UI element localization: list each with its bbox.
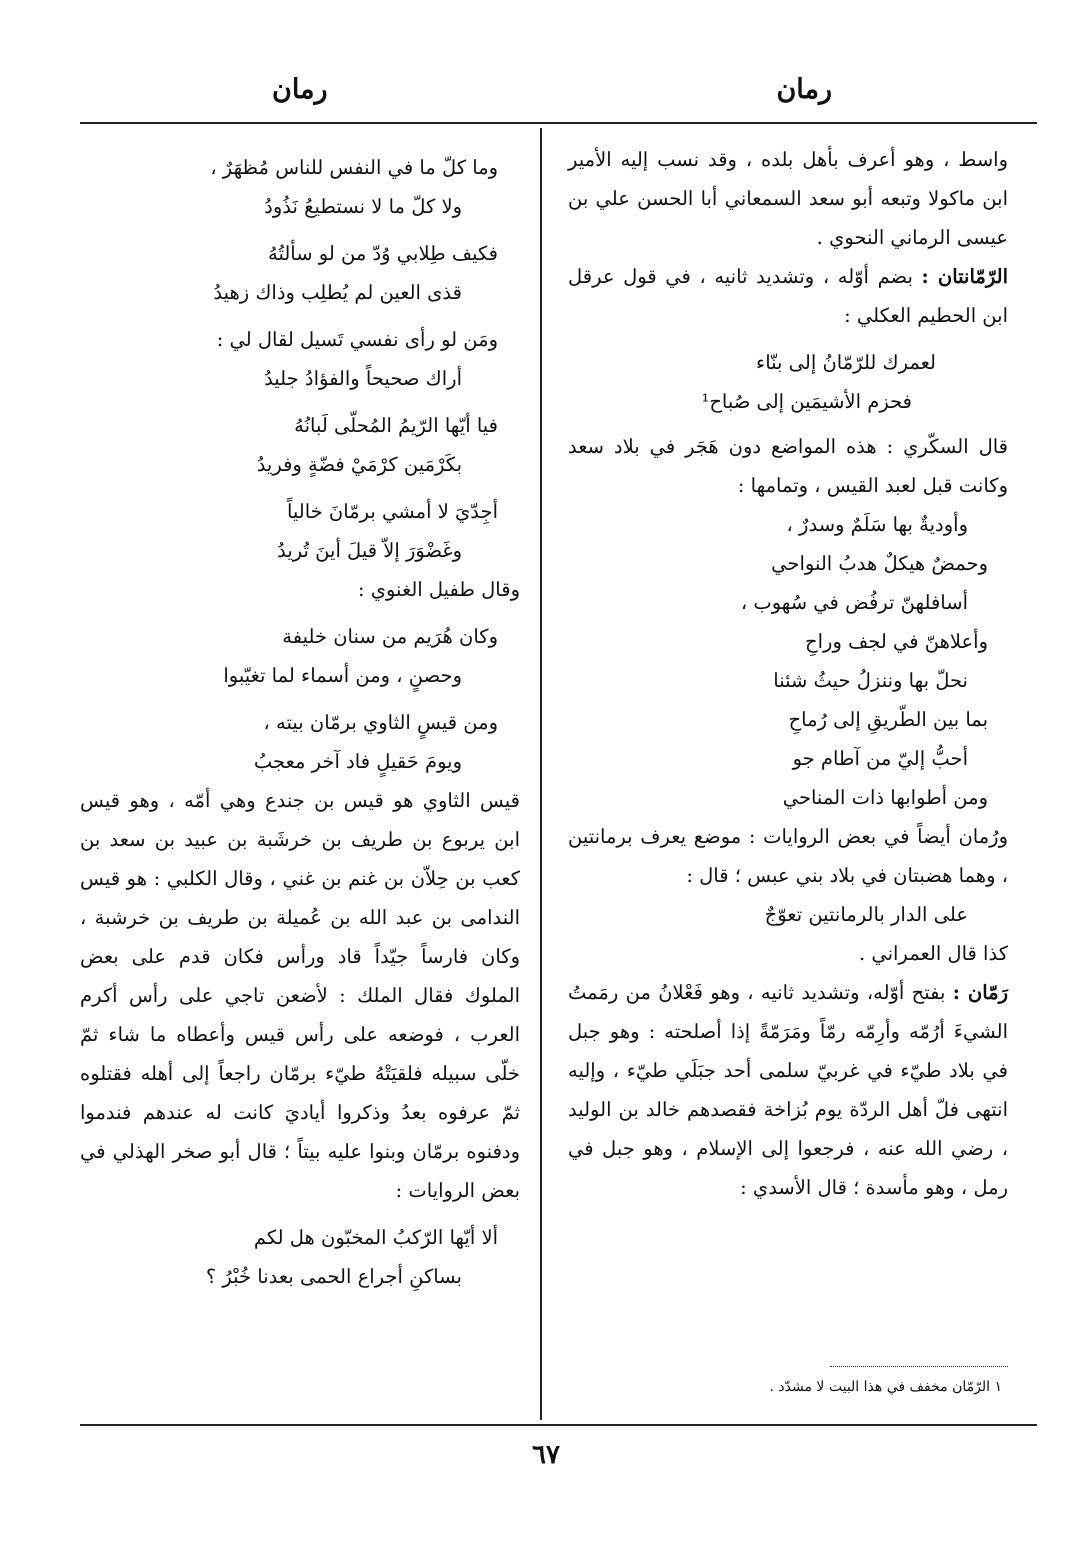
verse-line: على الدار بالرمانتين تعوّجٌ [764, 903, 968, 926]
running-header-right: رمان [776, 74, 832, 105]
verse-line: نحلّ بها وننزلُ حيثُ شئنا [773, 669, 968, 692]
verse-line: فحزم الأشيمَين إلى صُباح¹ [701, 390, 912, 413]
verse-line: بساكنِ أجراع الحمى بعدنا خُبْرُ ؟ [205, 1265, 462, 1288]
dictionary-entry [568, 973, 1008, 1207]
verse-line: أسافلهنّ ترفُض في سُهوب ، [740, 591, 968, 614]
verse-couplet [80, 703, 520, 781]
left-column [80, 140, 520, 1296]
verse-line: بكَرْمَين كرْمَيْ فضّةٍ وفريدُ [256, 453, 462, 476]
page-number: ٦٧ [532, 1440, 560, 1470]
paragraph: قيس الثاوي هو قيس بن جندع وهي أمّه ، وهو قيس ابن يربوع بن طريف بن خرشَبة بن عبيد بن سعد بن كعب بن حِلاّن بن غنم بن غني ، وقال الكلبي : هو قيس الندامى بن عبد الله بن عُميلة بن طريف بن خرشبة ، وكان فارساً جيّداً قاد ورأس فكان قدم على بعض الملوك فقال الملك : لأضعن تاجي على رأس أكرم العرب ، فوضعه على رأس قيس وأعطاه ما شاء ثمّ خلّى سبيله فلقيَتْهُ طيّء برمّان راجعاً إلى أهله فقتلوه ثمّ عرفوه بعدُ وذكروا أياديَ كانت له عندهم فندموا ودفنوه برمّان وبنوا عليه بيتاً ؛ قال أبو صخر الهذلي في بعض الروايات : [80, 789, 520, 1202]
verse-line: بما بين الطّريقِ إلى رُماحِ [788, 708, 988, 731]
verse-couplet [80, 320, 520, 398]
footnote-separator [830, 1366, 1008, 1367]
right-column [568, 140, 1008, 1207]
verse-block [568, 505, 1008, 817]
verse-couplet [80, 234, 520, 312]
verse-line: وما كلّ ما في النفس للناس مُظهَرٌ ، [210, 156, 498, 179]
paragraph: واسط ، وهو أعرف بأهل بلده ، وقد نسب إليه الأمير ابن ماكولا وتبعه أبو سعد السمعاني أبا الحسن علي بن عيسى الرماني النحوي . [568, 148, 1008, 249]
bottom-rule [80, 1424, 1037, 1426]
verse-couplet [80, 1218, 520, 1296]
running-header-left: رمان [272, 74, 328, 105]
entry-text: بضم أوّله ، وتشديد ثانيه ، في قول عرقل ابن الحطيم العكلي : [568, 265, 1008, 327]
verse-line: لعمرك للرّمّانُ إلى بنّاء [756, 351, 936, 374]
verse-line: وحمضٌ هيكلٌ هدبُ النواحي [771, 552, 988, 575]
verse-couplet [80, 148, 520, 226]
verse-couplet [80, 492, 520, 570]
entry-text: بفتح أوّله، وتشديد ثانيه ، وهو فَعْلانُ من رمَمتُ الشيءَ أرُمّه وأرِمّه رمّاً ومَرَمّةً إذا أصلحته : وهو جبل في بلاد طيّء في غربيّ سلمى أحد جبَلَي طيّء ، وإليه انتهى فلّ أهل الردّة يوم بُزاخة فقصدهم خالد بن الوليد ، رضي الله عنه ، فرجعوا إلى الإسلام ، وهو جبل في رمل ، وهو مأسدة ؛ قال الأسدي : [568, 981, 1008, 1199]
verse-couplet [568, 343, 1008, 421]
dictionary-entry [568, 257, 1008, 335]
verse-line: فكيف طِلابي وُدّ من لو سألتُهُ [268, 242, 498, 265]
verse-line: ويومَ حَقيلٍ فاد آخر معجبُ [253, 750, 462, 773]
paragraph: قال السكّري : هذه المواضع دون هَجَر في بلاد سعد وكانت قبل لعبد القيس ، وتمامها : [568, 435, 1008, 497]
verse-line: ولا كلّ ما لا نستطيعُ نَذُودُ [264, 195, 462, 218]
verse-line: وغَضْوَرَ إلاّ قيلَ أينَ تُريدُ [277, 539, 462, 562]
entry-headword: الرّمّانتان : [921, 265, 1008, 288]
verse-line: ومَن لو رأى نفسي تَسيل لقال لي : [216, 328, 498, 351]
verse-line: وأعلاهنّ في لجف وراحِ [805, 630, 988, 653]
verse-line: ألا أيّها الرّكبُ المخبّون هل لكم [253, 1226, 498, 1249]
verse-line: وكان هُرَيم من سنان خليفة [282, 625, 498, 648]
verse-line: قذى العين لم يُطلِب وذاك زهيدُ [213, 281, 462, 304]
column-divider [540, 128, 542, 1420]
paragraph: كذا قال العمراني . [858, 942, 1008, 965]
verse-single [568, 895, 1008, 934]
paragraph: ورُمان أيضاً في بعض الروايات : موضع يعرف برمانتين ، وهما هضبتان في بلاد بني عبس ؛ قال : [568, 825, 1008, 887]
paragraph: وقال طفيل الغنوي : [357, 578, 520, 601]
verse-line: وحصنٍ ، ومن أسماء لما تغيّبوا [223, 664, 462, 687]
verse-line: أراك صحيحاً والفؤادُ جليدُ [264, 367, 462, 390]
footnote: ١ الرّمّان مخفف في هذا البيت لا مشدّد . [769, 1379, 1002, 1395]
verse-couplet [80, 406, 520, 484]
verse-line: أجِدّيَ لا أمشي برمّانَ خالياً [286, 500, 498, 523]
verse-line: ومن أطوابها ذات المناحي [782, 786, 988, 809]
verse-line: وأوديةٌ بها سَلَمٌ وسدرٌ ، [786, 513, 968, 536]
verse-couplet [80, 617, 520, 695]
entry-headword: رَمّان : [952, 981, 1008, 1004]
top-rule [80, 122, 1037, 124]
verse-line: فيا أيّها الرّيمُ المُحلّى لَبانُهُ [294, 414, 498, 437]
verse-line: ومن قيسٍ الثاوي برمّان بيته ، [263, 711, 498, 734]
verse-line: أحبُّ إليّ من آطام جو [792, 747, 968, 770]
